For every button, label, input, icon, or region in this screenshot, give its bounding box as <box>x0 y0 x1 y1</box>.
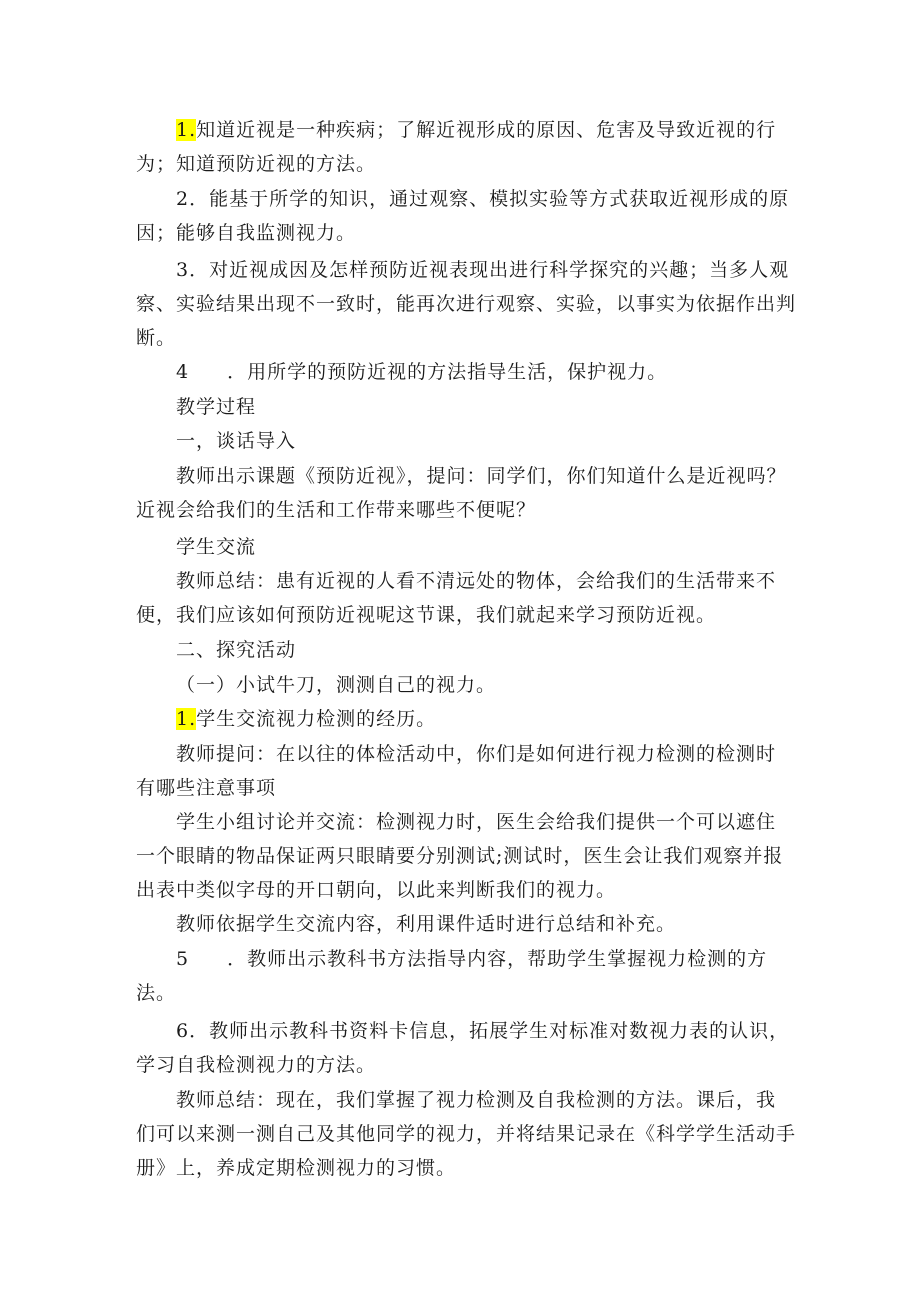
paragraph-student-exchange: 学生交流 <box>176 536 257 558</box>
paragraph-teacher-summary-2: 教师总结：现在，我们掌握了视力检测及自我检测的方法。课后，我 们可以来测一测自己及其他同学的视力，并将结果记录在《科学学生活动手 册》上，养成定期检测视力的习惯。 <box>136 1089 797 1179</box>
step-5: 5 ．教师出示教科书方法指导内容，帮助学生掌握视力检测的方 法。 <box>136 948 768 1004</box>
highlighted-number: 1. <box>176 119 197 141</box>
subsection-heading-1: （一）小试牛刀，测测自己的视力。 <box>176 674 497 696</box>
paragraph-group-discussion: 学生小组讨论并交流：检测视力时，医生会给我们提供一个可以遮住 一个眼睛的物品保证两只眼睛要分别测试;测试时，医生会让我们观察并报 出表中类似字母的开口朝向，以此来判断我们的视力。 <box>136 811 784 901</box>
step-6: 6．教师出示教科书资料卡信息，拓展学生对标准对数视力表的认识， 学习自我检测视力的方法。 <box>136 1020 790 1076</box>
paragraph-teacher-supplement: 教师依据学生交流内容，利用课件适时进行总结和补充。 <box>176 913 677 935</box>
section-heading-intro: 一，谈话导入 <box>176 430 297 452</box>
objective-1: 1.知道近视是一种疾病；了解近视形成的原因、危害及导致近视的行 为；知道预防近视的方法。 <box>136 119 777 175</box>
objective-3: 3．对近视成因及怎样预防近视表现出进行科学探究的兴趣；当多人观 察、实验结果出现不一致时，能再次进行观察、实验，以事实为依据作出判 断。 <box>136 259 797 349</box>
objective-4: 4 ．用所学的预防近视的方法指导生活，保护视力。 <box>176 361 668 383</box>
step-1: 1.学生交流视力检测的经历。 <box>176 708 437 730</box>
section-heading-teaching-process: 教学过程 <box>176 396 257 418</box>
section-heading-activity: 二、探究活动 <box>176 639 297 661</box>
paragraph-teacher-asks: 教师提问：在以往的体检活动中，你们是如何进行视力检测的检测时 有哪些注意事项 <box>136 743 777 799</box>
highlighted-number: 1. <box>176 708 197 730</box>
objective-2: 2．能基于所学的知识，通过观察、模拟实验等方式获取近视形成的原 因；能够自我监测视力。 <box>136 188 790 244</box>
paragraph-teacher-question: 教师出示课题《预防近视》，提问：同学们，你们知道什么是近视吗？ 近视会给我们的生活和工作带来哪些不便呢？ <box>136 465 787 521</box>
paragraph-teacher-summary-1: 教师总结：患有近视的人看不清远处的物体，会给我们的生活带来不 便，我们应该如何预防近视呢这节课，我们就起来学习预防近视。 <box>136 570 777 626</box>
